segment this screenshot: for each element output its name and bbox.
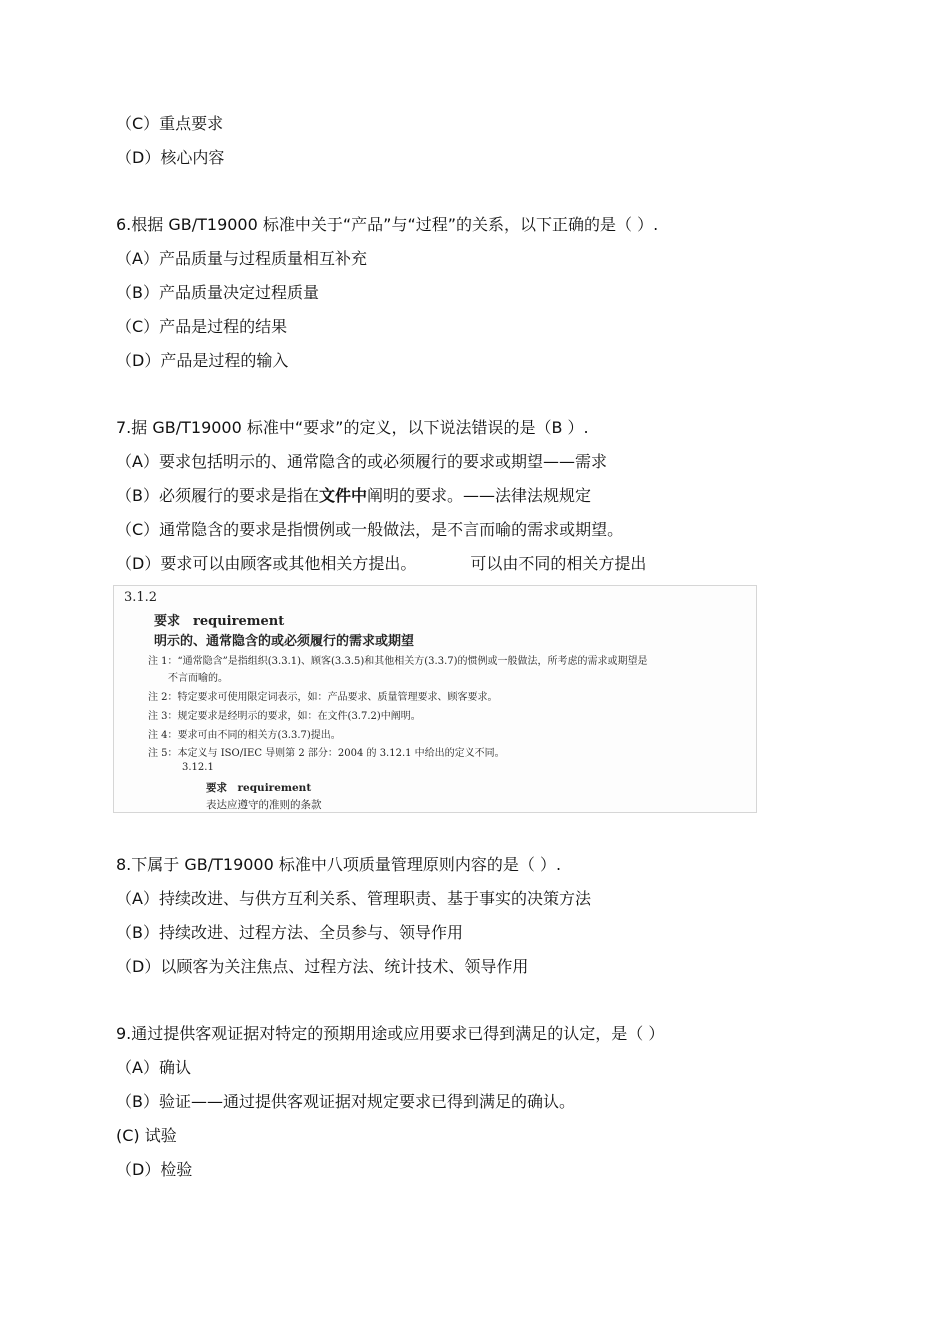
standard-excerpt-image [113,585,757,813]
question-8-stem: 8.下属于 GB/T19000 标准中八项质量管理原则内容的是（ ）. [116,855,562,874]
question-7-option-c: （C）通常隐含的要求是指惯例或一般做法，是不言而喻的需求或期望。 [116,520,624,539]
excerpt-note-5: 注 5：本定义与 ISO/IEC 导则第 2 部分：2004 的 3.12.1 中给出的定义不同。 [148,748,505,759]
excerpt-note-1-cont: 不言而喻的。 [168,673,228,684]
question-6-stem: 6.根据 GB/T19000 标准中关于“产品”与“过程”的关系，以下正确的是（ ）. [116,215,659,234]
question-6-option-b: （B）产品质量决定过程质量 [116,283,319,302]
question-9-option-c: (C) 试验 [116,1126,177,1145]
option-b-prefix: （B）必须履行的要求是指在 [116,486,319,505]
excerpt-term: 要求 requirement [154,614,285,629]
option-b-suffix: 阐明的要求。——法律法规规定 [367,486,592,505]
excerpt-note-3: 注 3：规定要求是经明示的要求，如：在文件(3.7.2)中阐明。 [148,711,421,722]
question-6-option-d: （D）产品是过程的输入 [116,351,289,370]
question-8-option-a: （A）持续改进、与供方互利关系、管理职责、基于事实的决策方法 [116,889,591,908]
question-7-option-d [116,554,646,574]
option-d-note: 可以由不同的相关方提出 [470,554,647,573]
option-c-prev: （C）重点要求 [116,114,224,133]
question-8-option-b: （B）持续改进、过程方法、全员参与、领导作用 [116,923,463,942]
question-9-option-d: （D）检验 [116,1160,193,1179]
excerpt-note-2: 注 2：特定要求可使用限定词表示，如：产品要求、质量管理要求、顾客要求。 [148,692,498,703]
question-8-option-d: （D）以顾客为关注焦点、过程方法、统计技术、领导作用 [116,957,529,976]
excerpt-note-4: 注 4：要求可由不同的相关方(3.3.7)提出。 [148,730,341,741]
question-9-option-a: （A）确认 [116,1058,191,1077]
question-6-option-a: （A）产品质量与过程质量相互补充 [116,249,367,268]
question-6-option-c: （C）产品是过程的结果 [116,317,288,336]
option-b-bold-text: 文件中 [318,486,367,505]
option-d-prev: （D）核心内容 [116,148,225,167]
excerpt-definition-2: 表达应遵守的准则的条款 [206,799,322,811]
excerpt-clause-number: 3.1.2 [124,590,158,605]
question-7-option-b [116,486,591,506]
option-d-text: （D）要求可以由顾客或其他相关方提出。 [116,554,417,573]
excerpt-term-2: 要求 requirement [206,782,312,794]
question-7-option-a: （A）要求包括明示的、通常隐含的或必须履行的要求或期望——需求 [116,452,607,471]
question-7-stem: 7.据 GB/T19000 标准中“要求”的定义，以下说法错误的是（B ）. [116,418,589,437]
excerpt-clause-number-2: 3.12.1 [182,762,214,773]
question-9-stem: 9.通过提供客观证据对特定的预期用途或应用要求已得到满足的认定，是（ ） [116,1024,665,1043]
excerpt-definition: 明示的、通常隐含的或必须履行的需求或期望 [154,634,415,649]
excerpt-note-1: 注 1：“通常隐含”是指组织(3.3.1)、顾客(3.3.5)和其他相关方(3.3.7)的惯例或一般做法，所考虑的需求或期望是 [148,656,648,667]
question-9-option-b: （B）验证——通过提供客观证据对规定要求已得到满足的确认。 [116,1092,575,1111]
